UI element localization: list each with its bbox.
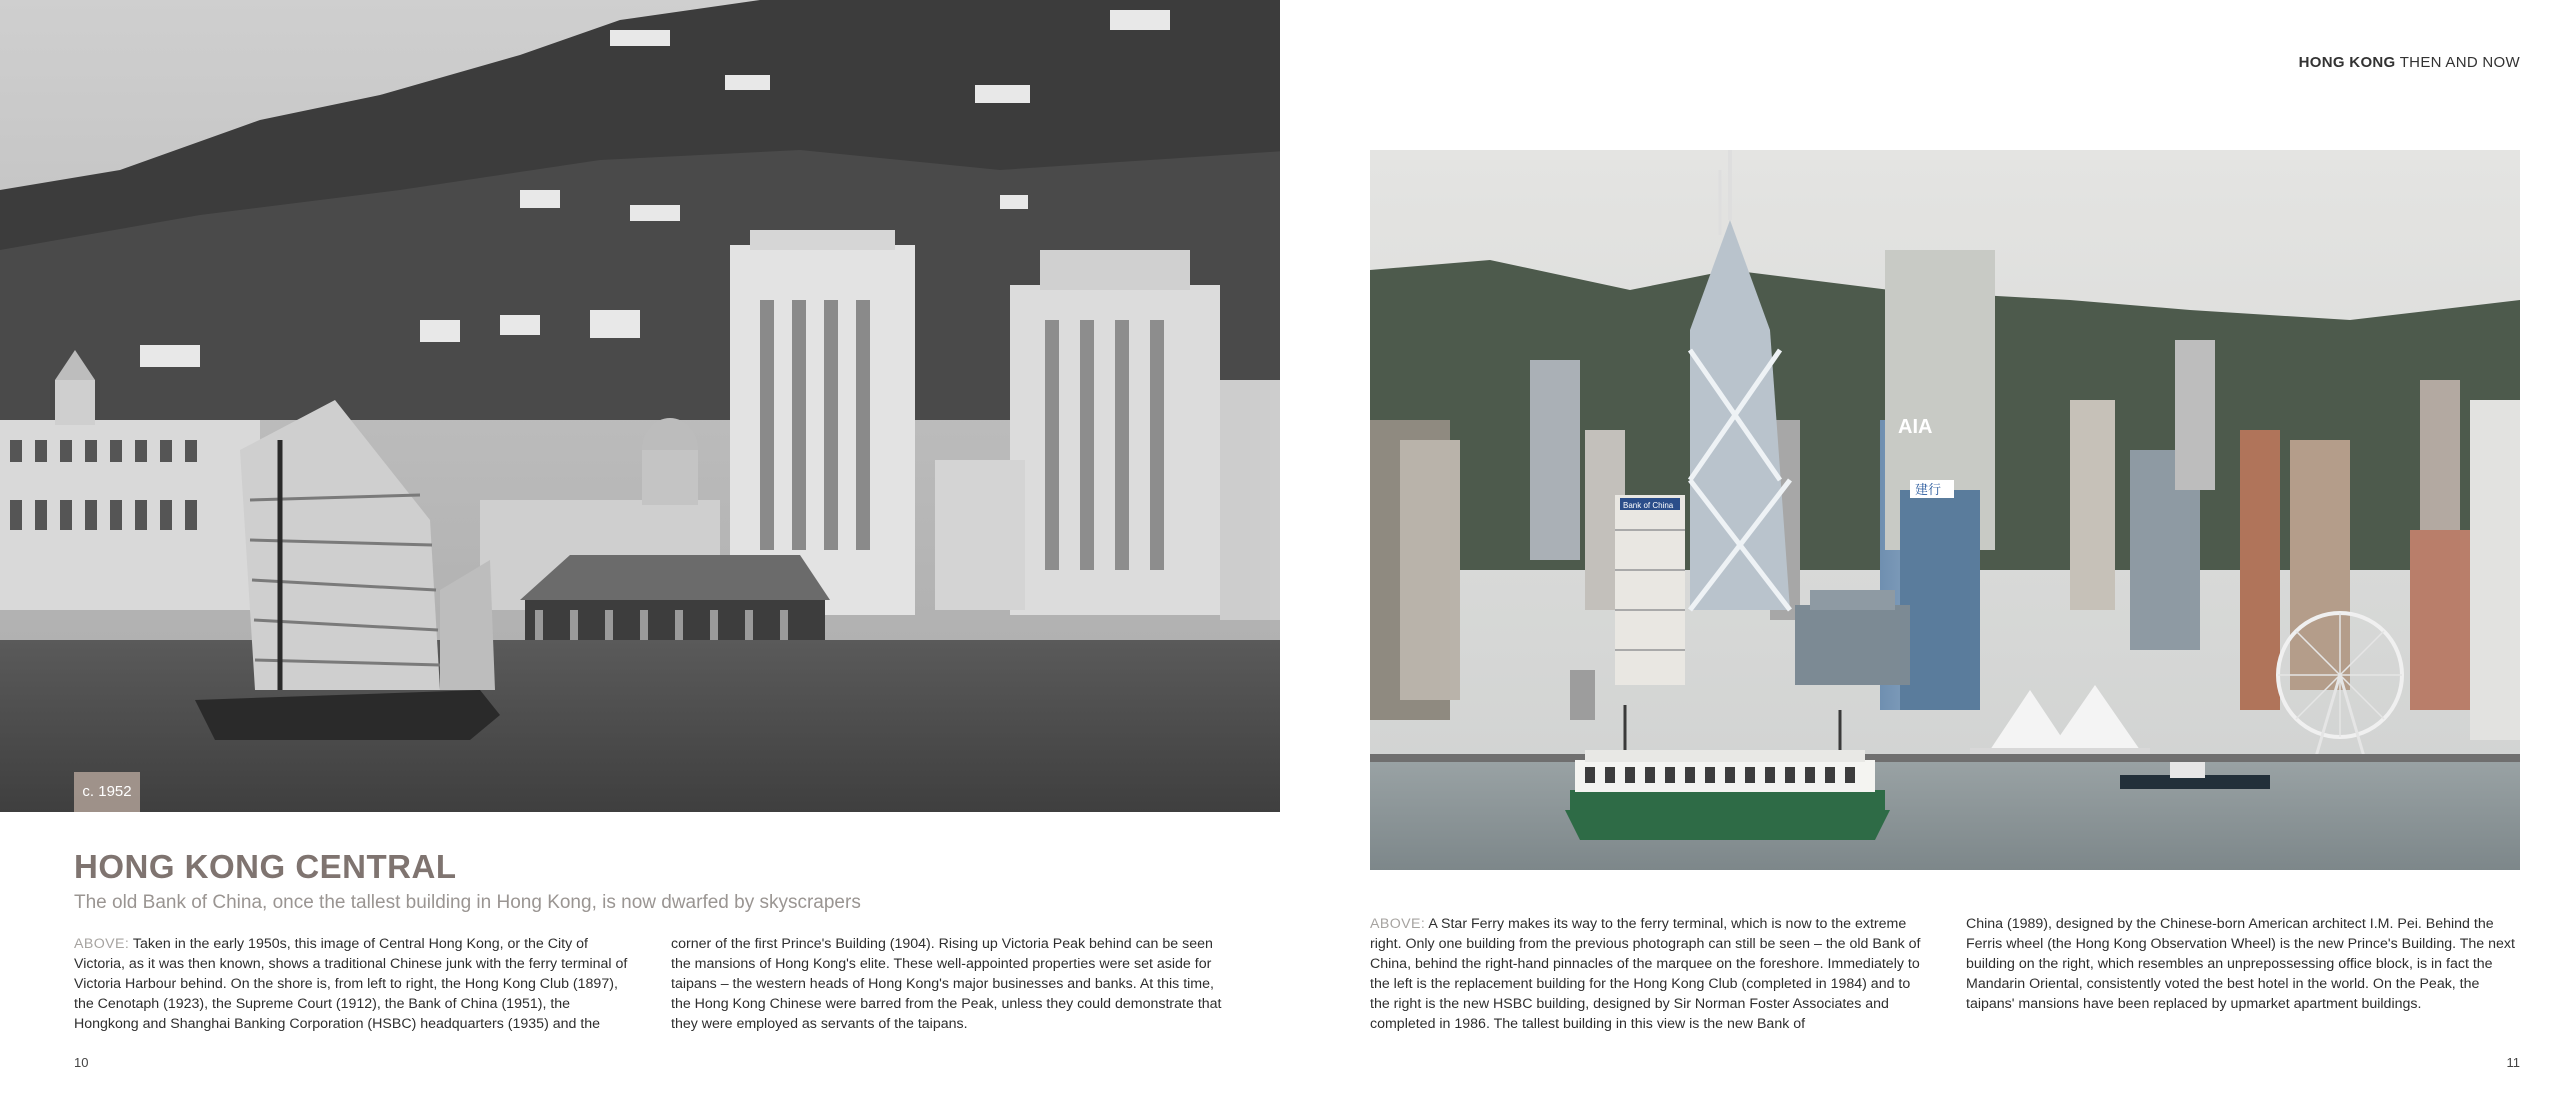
modern-photo <box>1370 150 2520 870</box>
caption-column-1 <box>1370 914 1926 1034</box>
page-number-left: 10 <box>74 1055 89 1070</box>
running-head-bold: HONG KONG <box>2298 54 2396 71</box>
page-number-right: 11 <box>2506 1055 2520 1070</box>
running-head-rest: THEN AND NOW <box>2399 54 2520 71</box>
boc-sign: Bank of China <box>1623 501 1674 510</box>
caption-text-1: A Star Ferry makes its way to the ferry terminal, which is now to the extreme right. Only one building from the previous photograph can still be seen – the old Bank of China, behind the right-hand pinnacles of the marquee on the foreshore. Immediately to the left is the replacement building for the Hong Kong Club (completed in 1984) and to the right is the new HSBC building, designed by Sir Norman Foster Associates and completed in 1986. The tallest building in this view is the new Bank of <box>1370 916 1921 1032</box>
page-subtitle: The old Bank of China, once the tallest building in Hong Kong, is now dwarfed by skyscrapers <box>74 892 861 913</box>
aia-sign: AIA <box>1898 416 1933 438</box>
caption-text-1: Taken in the early 1950s, this image of Central Hong Kong, or the City of Victoria, as it was then known, shows a traditional Chinese junk with the ferry terminal of Victoria Harbour behind. On the shore is, from left to right, the Hong Kong Club (1897), the Cenotaph (1923), the Supreme Court (1912), the Bank of China (1951), the Hongkong and Shanghai Banking Corporation (HSBC) headquarters (1935) and the <box>74 936 628 1032</box>
page-title: HONG KONG CENTRAL <box>74 848 457 885</box>
caption-label: ABOVE: <box>1370 916 1426 932</box>
running-head <box>2299 54 2520 71</box>
caption-column-2: corner of the first Prince's Building (1904). Rising up Victoria Peak behind can be seen the mansions of Hong Kong's elite. These well-appointed properties were set aside for taipans – the western heads of Hong Kong's major businesses and banks. At this time, the Hong Kong Chinese were barred from the Peak, unless they could demonstrate that they were employed as servants of the taipans. <box>671 936 1222 1032</box>
cheung-kong-building <box>1615 495 1685 685</box>
caption-label: ABOVE: <box>74 936 130 952</box>
harbour-water <box>0 640 1300 812</box>
modern-photo-illustration <box>1370 150 2520 870</box>
photo-date-tag: c. 1952 <box>74 772 140 812</box>
historic-photo-illustration <box>0 0 1300 812</box>
caption-column-1 <box>74 934 630 1034</box>
harbour-water <box>1370 758 2520 870</box>
jianhang-sign: 建行 <box>1915 483 1942 498</box>
historic-photo-1952 <box>0 0 1300 812</box>
caption-column-2: China (1989), designed by the Chinese-born American architect I.M. Pei. Behind the Ferris wheel (the Hong Kong Observation Wheel) is the new Prince's Building. The next building on the right, which resembles an unprepossessing office block, is in fact the Mandarin Oriental, consistently voted the best hotel in the world. On the Peak, the taipans' mansions have been replaced by upmarket apartment buildings. <box>1966 916 2515 1012</box>
hsbc-building <box>1795 590 1910 685</box>
right-page <box>1280 0 2560 1120</box>
